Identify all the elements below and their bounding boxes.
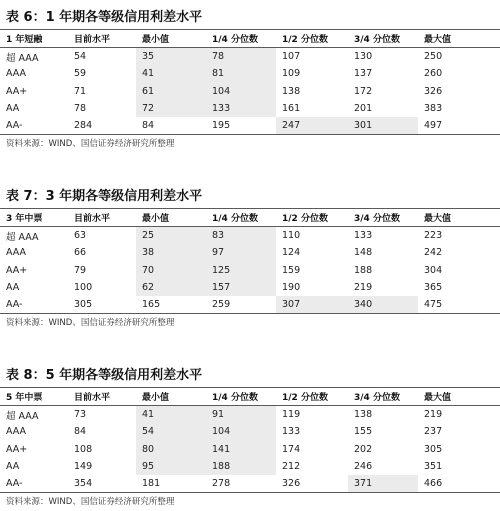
cell-current: 59 — [74, 68, 87, 80]
cell-max: 326 — [424, 85, 443, 97]
cell-current: 54 — [74, 51, 87, 63]
cell-q1: 104 — [206, 83, 276, 100]
cell-min: 165 — [136, 296, 206, 314]
table-row — [0, 406, 500, 424]
cell-current: 284 — [68, 117, 136, 135]
cell-q3: 148 — [354, 247, 373, 259]
header-max: 最大值 — [418, 30, 500, 48]
header-current: 目前水平 — [68, 30, 136, 48]
cell-q3: 201 — [354, 102, 373, 114]
header-current: 目前水平 — [68, 388, 136, 406]
table-row — [0, 83, 500, 100]
cell-median: 174 — [282, 443, 301, 455]
table-row — [0, 441, 500, 458]
cell-median: 119 — [282, 409, 301, 421]
header-row — [0, 388, 500, 406]
cell-max: 351 — [424, 460, 443, 472]
cell-current: 71 — [74, 85, 87, 97]
cell-median: 212 — [282, 460, 301, 472]
cell-current: 149 — [74, 460, 93, 472]
table-title: 表 7：3 年期各等级信用利差水平 — [0, 185, 500, 209]
spread-table-3y — [0, 209, 500, 314]
header-min: 最小值 — [136, 30, 206, 48]
header-max: 最大值 — [418, 388, 500, 406]
cell-q3: 340 — [348, 296, 418, 314]
cell-q1: 157 — [206, 279, 276, 296]
cell-q3: 172 — [354, 85, 373, 97]
table-row — [0, 117, 500, 135]
cell-median: 107 — [282, 51, 301, 63]
table-row — [0, 65, 500, 82]
cell-q1: 125 — [206, 262, 276, 279]
cell-q3: 202 — [354, 443, 373, 455]
cell-median: 133 — [282, 426, 301, 438]
cell-current: 354 — [68, 475, 136, 493]
cell-q1: 141 — [206, 441, 276, 458]
table-7-block — [0, 185, 500, 332]
cell-current: 108 — [74, 443, 93, 455]
table-row — [0, 48, 500, 66]
cell-q3: 188 — [354, 264, 373, 276]
header-q1: 1/4 分位数 — [206, 209, 276, 227]
row-label: AA- — [0, 475, 68, 493]
header-min: 最小值 — [136, 388, 206, 406]
cell-q1: 104 — [206, 423, 276, 440]
header-max: 最大值 — [418, 209, 500, 227]
cell-q3: 133 — [354, 230, 373, 242]
cell-median: 247 — [276, 117, 348, 135]
table-row — [0, 423, 500, 440]
source-note: 资料来源：WIND、国信证券经济研究所整理 — [6, 139, 175, 150]
cell-median: 124 — [282, 247, 301, 259]
table-title: 表 6：1 年期各等级信用利差水平 — [0, 6, 500, 30]
row-label: AA — [6, 460, 20, 472]
cell-max: 365 — [424, 281, 443, 293]
spread-table-1y — [0, 30, 500, 135]
cell-min: 72 — [136, 100, 206, 117]
header-median: 1/2 分位数 — [276, 30, 348, 48]
cell-median: 159 — [282, 264, 301, 276]
table-row — [0, 475, 500, 493]
header-q1: 1/4 分位数 — [206, 388, 276, 406]
cell-q1: 188 — [206, 458, 276, 475]
cell-q3: 219 — [354, 281, 373, 293]
cell-median: 110 — [282, 230, 301, 242]
cell-min: 70 — [136, 262, 206, 279]
header-q3: 3/4 分位数 — [348, 209, 418, 227]
cell-median: 109 — [282, 68, 301, 80]
table-row — [0, 227, 500, 245]
cell-median: 138 — [282, 85, 301, 97]
cell-min: 54 — [136, 423, 206, 440]
header-corner: 3 年中票 — [0, 209, 68, 227]
cell-max: 305 — [424, 443, 443, 455]
cell-max: 466 — [418, 475, 500, 493]
cell-max: 304 — [424, 264, 443, 276]
row-label: AA+ — [6, 85, 28, 97]
cell-max: 237 — [424, 426, 443, 438]
cell-q1: 133 — [206, 100, 276, 117]
cell-current: 84 — [74, 426, 87, 438]
cell-current: 100 — [74, 281, 93, 293]
cell-median: 326 — [276, 475, 348, 493]
cell-min: 80 — [136, 441, 206, 458]
row-label: AA+ — [6, 264, 28, 276]
header-current: 目前水平 — [68, 209, 136, 227]
row-label: AAA — [6, 247, 27, 259]
cell-q3: 138 — [354, 409, 373, 421]
row-label: AA — [6, 102, 20, 114]
cell-q1: 259 — [206, 296, 276, 314]
cell-q1: 81 — [206, 65, 276, 82]
header-min: 最小值 — [136, 209, 206, 227]
header-q1: 1/4 分位数 — [206, 30, 276, 48]
spread-table-5y — [0, 388, 500, 493]
row-label: AA — [6, 281, 20, 293]
cell-max: 475 — [418, 296, 500, 314]
table-row — [0, 296, 500, 314]
cell-q1: 195 — [206, 117, 276, 135]
header-median: 1/2 分位数 — [276, 209, 348, 227]
row-label: AAA — [6, 68, 27, 80]
cell-min: 41 — [136, 406, 206, 424]
header-q3: 3/4 分位数 — [348, 388, 418, 406]
table-6-block — [0, 6, 500, 153]
cell-min: 41 — [136, 65, 206, 82]
header-row — [0, 30, 500, 48]
cell-q1: 91 — [206, 406, 276, 424]
cell-min: 38 — [136, 244, 206, 261]
cell-q1: 278 — [206, 475, 276, 493]
cell-min: 62 — [136, 279, 206, 296]
table-row — [0, 100, 500, 117]
header-corner: 5 年中票 — [0, 388, 68, 406]
cell-max: 497 — [418, 117, 500, 135]
cell-min: 95 — [136, 458, 206, 475]
cell-current: 305 — [68, 296, 136, 314]
cell-q1: 83 — [206, 227, 276, 245]
table-row — [0, 458, 500, 475]
row-label: 超 AAA — [6, 231, 39, 243]
cell-q3: 371 — [348, 475, 418, 493]
cell-current: 66 — [74, 247, 87, 259]
cell-current: 79 — [74, 264, 87, 276]
row-label: AA+ — [6, 443, 28, 455]
row-label: AA- — [0, 117, 68, 135]
cell-median: 161 — [282, 102, 301, 114]
source-note: 资料来源：WIND、国信证券经济研究所整理 — [6, 497, 175, 508]
cell-max: 242 — [424, 247, 443, 259]
cell-q3: 246 — [354, 460, 373, 472]
cell-q1: 97 — [206, 244, 276, 261]
table-row — [0, 244, 500, 261]
cell-q3: 155 — [354, 426, 373, 438]
cell-min: 84 — [136, 117, 206, 135]
cell-q3: 301 — [348, 117, 418, 135]
row-label: 超 AAA — [6, 410, 39, 422]
cell-q1: 78 — [206, 48, 276, 66]
cell-max: 383 — [424, 102, 443, 114]
cell-max: 219 — [424, 409, 443, 421]
header-row — [0, 209, 500, 227]
cell-min: 181 — [136, 475, 206, 493]
source-note: 资料来源：WIND、国信证券经济研究所整理 — [6, 318, 175, 329]
header-median: 1/2 分位数 — [276, 388, 348, 406]
cell-max: 250 — [424, 51, 443, 63]
cell-max: 223 — [424, 230, 443, 242]
table-row — [0, 279, 500, 296]
cell-min: 25 — [136, 227, 206, 245]
cell-median: 190 — [282, 281, 301, 293]
cell-min: 35 — [136, 48, 206, 66]
table-title: 表 8：5 年期各等级信用利差水平 — [0, 364, 500, 388]
row-label: 超 AAA — [6, 52, 39, 64]
cell-current: 63 — [74, 230, 87, 242]
header-corner: 1 年短融 — [0, 30, 68, 48]
table-8-block — [0, 364, 500, 511]
table-row — [0, 262, 500, 279]
cell-min: 61 — [136, 83, 206, 100]
cell-max: 260 — [424, 68, 443, 80]
cell-q3: 137 — [354, 68, 373, 80]
row-label: AAA — [6, 426, 27, 438]
cell-current: 78 — [74, 102, 87, 114]
row-label: AA- — [0, 296, 68, 314]
cell-q3: 130 — [354, 51, 373, 63]
header-q3: 3/4 分位数 — [348, 30, 418, 48]
cell-current: 73 — [74, 409, 87, 421]
cell-median: 307 — [276, 296, 348, 314]
